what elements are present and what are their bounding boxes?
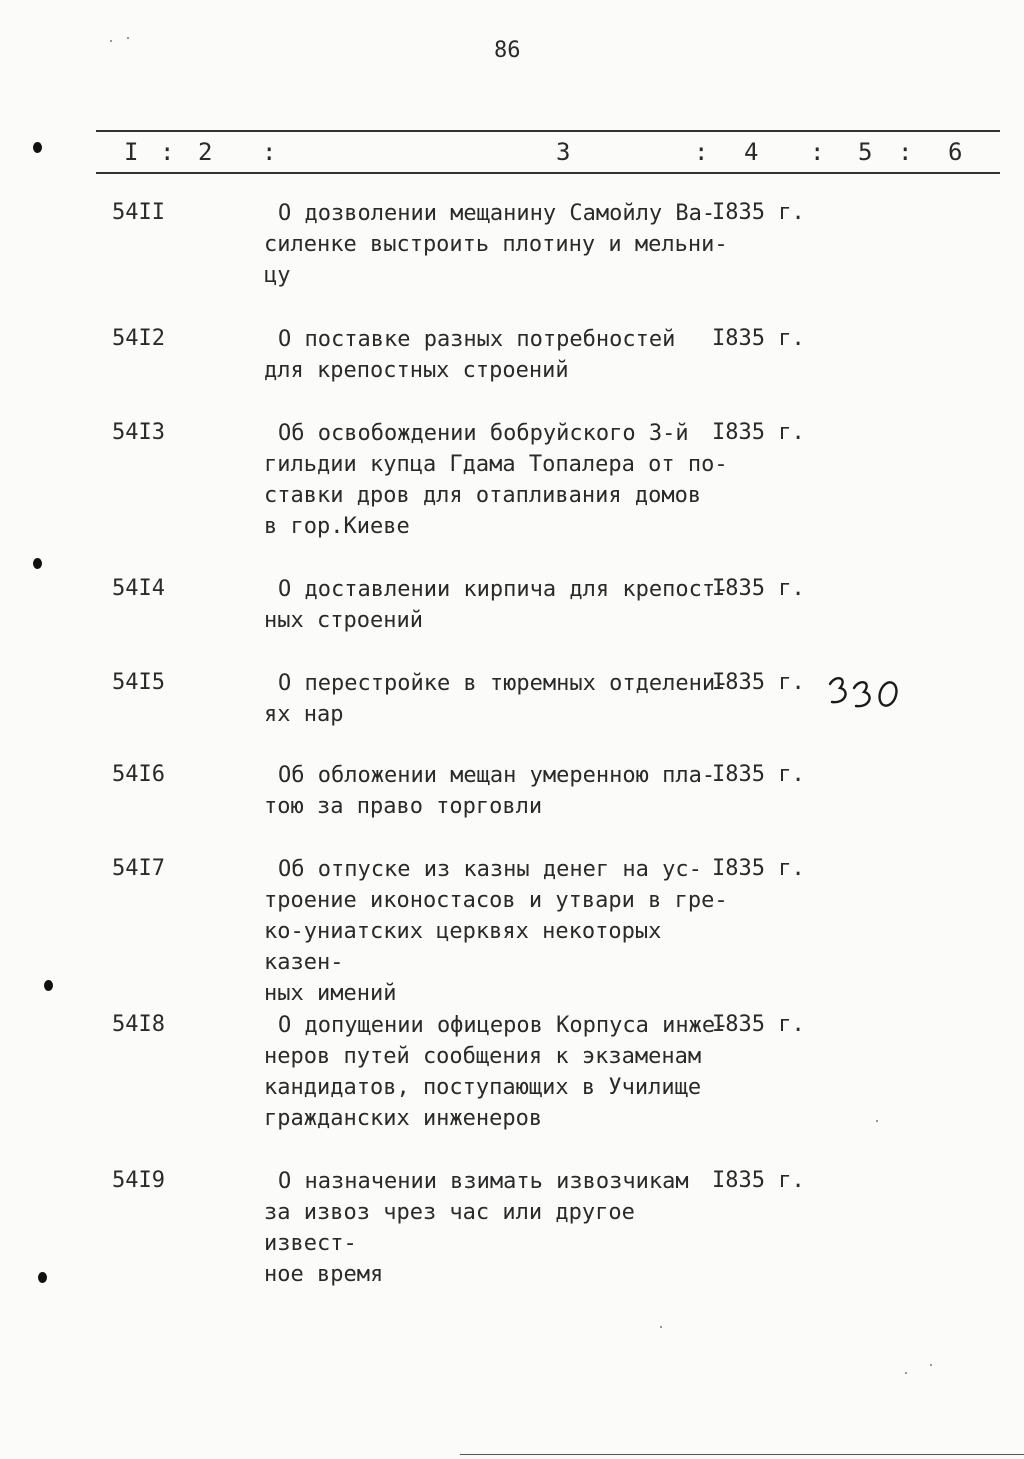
entry-title: О доставлении кирпича для крепост- ных строений [264, 577, 729, 633]
scan-speck [660, 1326, 662, 1328]
column-header-5: 5 [858, 138, 873, 166]
entry-year: I835 г. [712, 1012, 805, 1037]
entry-number: 54I8 [112, 1012, 165, 1037]
scan-speck [905, 1372, 907, 1374]
entry-number: 54I2 [112, 326, 165, 351]
column-header-1: I [124, 138, 139, 166]
entry-year: I835 г. [712, 576, 805, 601]
entry-number: 54I5 [112, 670, 165, 695]
page-number: 86 [494, 38, 521, 63]
handwritten-annotation [826, 672, 906, 722]
entry-number: 54II [112, 200, 165, 225]
column-separator: : [262, 138, 277, 166]
column-separator: : [898, 138, 913, 166]
entry-year: I835 г. [712, 200, 805, 225]
entry-year: I835 г. [712, 762, 805, 787]
scan-speck [876, 1120, 878, 1122]
column-header-2: 2 [198, 138, 213, 166]
entry-title: О дозволении мещанину Самойлу Ва- силенке выстроить плотину и мельни- цу [264, 201, 728, 288]
entry-year: I835 г. [712, 1168, 805, 1193]
entry-title: Об отпуске из казны денег на ус- троение иконостасов и утвари в гре- ко-униатских церквях некоторых казен- ных имений [264, 857, 728, 1006]
column-header-3: 3 [556, 138, 571, 166]
entry-title: Об обложении мещан умеренною пла- тою за право торговли [264, 763, 716, 819]
column-separator: : [810, 138, 825, 166]
header-top-rule [96, 130, 1000, 132]
punch-hole-mark [33, 142, 42, 153]
scan-speck [127, 37, 129, 39]
bottom-edge-rule [460, 1454, 1024, 1455]
entry-year: I835 г. [712, 420, 805, 445]
scan-speck [930, 1364, 932, 1366]
column-separator: : [694, 138, 709, 166]
entry-title: О перестройке в тюремных отделени- ях нар [264, 671, 729, 727]
entry-year: I835 г. [712, 856, 805, 881]
column-header-4: 4 [744, 138, 759, 166]
entry-number: 54I6 [112, 762, 165, 787]
entry-title: Об освобождении бобруйского 3-й гильдии купца Гдама Топалера от по- ставки дров для отапливания домов в гор.Киеве [264, 421, 728, 539]
column-header-6: 6 [948, 138, 963, 166]
scan-speck [110, 40, 112, 42]
entry-number: 54I7 [112, 856, 165, 881]
header-bottom-rule [96, 172, 1000, 174]
entry-number: 54I3 [112, 420, 165, 445]
punch-hole-mark [38, 1272, 47, 1283]
entry-year: I835 г. [712, 326, 805, 351]
punch-hole-mark [44, 980, 53, 991]
column-separator: : [160, 138, 175, 166]
entry-number: 54I9 [112, 1168, 165, 1193]
entry-title: О поставке разных потребностей для крепостных строений [264, 327, 676, 383]
punch-hole-mark [33, 558, 42, 569]
entry-year: I835 г. [712, 670, 805, 695]
entry-number: 54I4 [112, 576, 165, 601]
entry-title: О допущении офицеров Корпуса инже- неров путей сообщения к экзаменам кандидатов, поступающих в Училище гражданских инженеров [264, 1013, 729, 1131]
entry-title: О назначении взимать извозчикам за извоз чрез час или другое извест- ное время [264, 1169, 689, 1287]
